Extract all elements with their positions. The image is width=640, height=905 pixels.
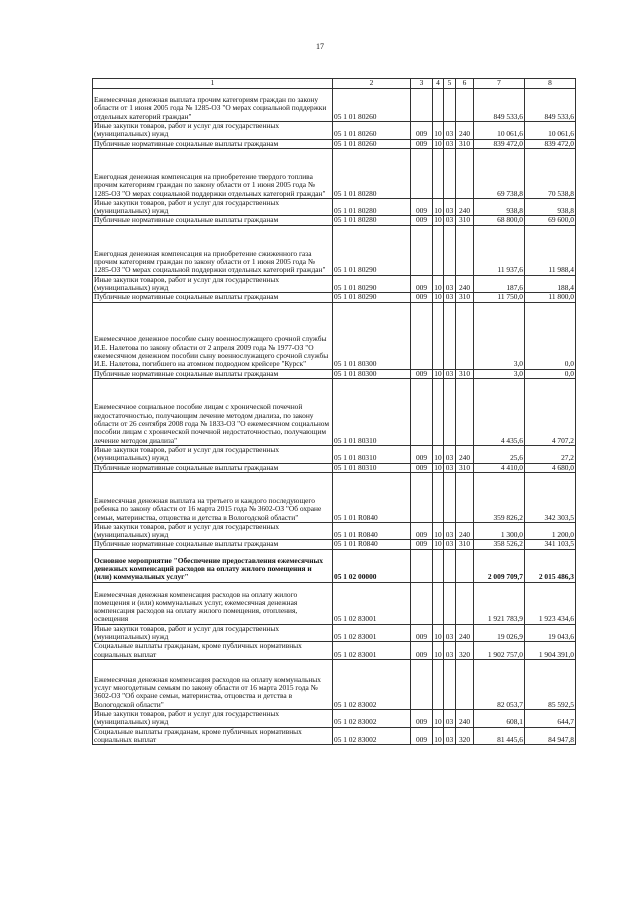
row-code-cell: 05 1 01 80300 <box>333 302 411 369</box>
row-c6-cell: 240 <box>456 198 474 216</box>
row-amount-col7-cell: 25,6 <box>474 445 525 463</box>
row-name-cell: Публичные нормативные социальные выплаты гражданам <box>93 139 333 148</box>
row-c3-cell: 009 <box>411 139 433 148</box>
row-c6-cell: 240 <box>456 624 474 642</box>
table-row <box>93 463 576 472</box>
budget-table <box>92 78 576 745</box>
row-c5-cell: 03 <box>444 122 456 140</box>
row-c4-cell: 10 <box>433 727 444 745</box>
row-c6-cell: 320 <box>456 642 474 660</box>
row-amount-col8-cell: 0,0 <box>525 369 576 378</box>
row-amount-col8-cell: 188,4 <box>525 275 576 293</box>
row-c3-cell <box>411 225 433 275</box>
row-c6-cell: 310 <box>456 463 474 472</box>
row-c4-cell: 10 <box>434 139 442 148</box>
row-name-cell: Социальные выплаты гражданам, кроме публичных нормативных социальных выплат <box>93 727 333 745</box>
row-amount-col7-cell: 10 061,6 <box>474 122 525 140</box>
row-c4-cell: 10 <box>433 198 444 216</box>
row-name-cell: Публичные нормативные социальные выплаты гражданам <box>93 540 333 549</box>
row-amount-col8-cell: 11 988,4 <box>525 225 576 275</box>
row-name-cell: Иные закупки товаров, работ и услуг для государственных (муниципальных) нужд <box>93 709 333 727</box>
row-amount-col7-cell: 187,6 <box>474 275 525 293</box>
row-c4-cell <box>433 549 444 582</box>
table-row <box>93 522 576 540</box>
row-amount-col7-cell: 81 445,6 <box>474 727 525 745</box>
row-amount-col8-cell: 0,0 <box>525 302 576 369</box>
row-c6-cell: 320 <box>456 727 474 745</box>
row-amount-col8-cell: 11 800,0 <box>525 293 576 302</box>
row-amount-col8-cell: 19 043,6 <box>525 624 576 642</box>
row-name-cell: Иные закупки товаров, работ и услуг для государственных (муниципальных) нужд <box>93 522 333 540</box>
row-amount-col8-cell: 4 680,0 <box>525 463 576 472</box>
row-name-cell: Основное мероприятие "Обеспечение предоставления ежемесячных денежных компенсаций расходов на оплату жилого помещения и (или) коммунальных услуг" <box>93 549 333 582</box>
row-amount-col7-cell: 1 902 757,0 <box>474 642 525 660</box>
row-amount-col7-cell: 608,1 <box>474 709 525 727</box>
row-code-cell: 05 1 01 80290 <box>333 293 411 302</box>
row-c3-cell: 009 <box>411 727 433 745</box>
row-amount-col8-cell: 70 538,8 <box>525 148 576 198</box>
row-name-cell: Иные закупки товаров, работ и услуг для государственных (муниципальных) нужд <box>93 445 333 463</box>
row-c3-cell: 009 <box>411 122 433 140</box>
row-code-cell: 05 1 01 80280 <box>333 216 411 225</box>
row-c3-cell: 009 <box>411 642 433 660</box>
row-code-cell: 05 1 01 80290 <box>333 275 411 293</box>
header-cell: 2 <box>333 79 411 89</box>
row-c6-cell: 240 <box>456 445 474 463</box>
row-c4-cell: 10 <box>433 275 444 293</box>
row-c5-cell: 03 <box>444 216 456 225</box>
row-c5-cell: 03 <box>444 445 456 463</box>
row-amount-col8-cell: 84 947,8 <box>525 727 576 745</box>
row-name-cell: Социальные выплаты гражданам, кроме публичных нормативных социальных выплат <box>93 642 333 660</box>
row-amount-col7-cell: 839 472,0 <box>474 139 525 148</box>
row-code-cell: 05 1 01 80310 <box>333 378 411 445</box>
table-row <box>93 225 576 275</box>
table-row <box>93 378 576 445</box>
row-c5-cell <box>444 659 456 709</box>
row-c3-cell: 009 <box>411 540 433 549</box>
row-amount-col7-cell: 1 921 783,9 <box>474 582 525 624</box>
row-name-cell: Ежемесячное социальное пособие лицам с хронической почечной недостаточностью, получающим лечение методом диализа, по закону области от 26 сентября 2008 года № 1833-ОЗ "О ежемесячном социальном пособии лицам с хронической почечной недостаточностью, получающим лечение методом диализа" <box>93 378 333 445</box>
table-row <box>93 275 576 293</box>
row-amount-col7-cell: 11 750,0 <box>474 293 525 302</box>
row-name-cell: Ежемесячная денежная компенсация расходов на оплату коммунальных услуг многодетным семьям по закону области от 16 марта 2015 года № 3602-ОЗ "Об охране семьи, материнства, отцовства и детства в Вологодской области" <box>93 659 333 709</box>
row-c6-cell <box>456 225 474 275</box>
row-c6-cell <box>456 659 474 709</box>
row-amount-col7-cell: 3,0 <box>474 369 525 378</box>
row-c6-cell <box>456 302 474 369</box>
row-code-cell: 05 1 02 83002 <box>333 709 411 727</box>
row-c3-cell: 009 <box>411 463 433 472</box>
table-row <box>93 727 576 745</box>
row-c4-cell <box>433 659 444 709</box>
row-code-cell: 05 1 02 83001 <box>333 624 411 642</box>
row-name-cell: Иные закупки товаров, работ и услуг для государственных (муниципальных) нужд <box>93 275 333 293</box>
row-c5-cell <box>444 148 456 198</box>
row-code-cell: 05 1 01 R0840 <box>333 540 411 549</box>
row-c5-cell: 03 <box>444 522 456 540</box>
table-row <box>93 642 576 660</box>
table-row <box>93 302 576 369</box>
row-name-cell: Ежемесячная денежная выплата на третьего и каждого последующего ребенка по закону области от 16 марта 2015 года № 3602-ОЗ "Об охране семьи, материнства, отцовства и детства в Вологодской области" <box>93 472 333 522</box>
table-row <box>93 369 576 378</box>
row-c6-cell <box>456 148 474 198</box>
row-name-cell: Иные закупки товаров, работ и услуг для государственных (муниципальных) нужд <box>93 122 333 140</box>
row-amount-col7-cell: 3,0 <box>474 302 525 369</box>
row-c6-cell <box>456 89 474 122</box>
row-c5-cell: 03 <box>444 198 456 216</box>
row-amount-col8-cell: 1 200,0 <box>525 522 576 540</box>
row-name-cell: Публичные нормативные социальные выплаты гражданам <box>93 463 333 472</box>
table-row <box>93 549 576 582</box>
row-amount-col8-cell: 69 600,0 <box>525 216 576 225</box>
row-code-cell: 05 1 01 80310 <box>333 445 411 463</box>
row-name-cell: Ежегодная денежная компенсация на приобретение твердого топлива прочим категориям граждан по закону области от 1 июня 2005 года № 1285-ОЗ "О мерах социальной поддержки отдельных категорий граждан" <box>93 148 333 198</box>
table-row <box>93 198 576 216</box>
row-amount-col7-cell: 19 026,9 <box>474 624 525 642</box>
row-c5-cell: 03 <box>444 293 456 302</box>
header-cell: 5 <box>444 79 456 89</box>
row-c3-cell: 009 <box>411 522 433 540</box>
header-cell: 7 <box>474 79 525 89</box>
row-c4-cell: 10 <box>434 215 442 225</box>
row-code-cell: 05 1 01 R0840 <box>333 522 411 540</box>
row-amount-col8-cell: 4 707,2 <box>525 378 576 445</box>
row-c4-cell <box>433 302 444 369</box>
row-code-cell: 05 1 01 80260 <box>333 139 411 148</box>
row-c6-cell <box>456 549 474 582</box>
row-code-cell: 05 1 02 00000 <box>333 549 411 582</box>
row-c3-cell: 009 <box>411 293 433 302</box>
row-amount-col8-cell: 1 923 434,6 <box>525 582 576 624</box>
row-c3-cell <box>411 378 433 445</box>
row-code-cell: 05 1 01 80280 <box>333 198 411 216</box>
row-c6-cell: 310 <box>456 540 474 549</box>
row-c3-cell: 009 <box>411 369 433 378</box>
row-amount-col7-cell: 849 533,6 <box>474 89 525 122</box>
header-cell: 6 <box>456 79 474 89</box>
row-c6-cell <box>456 582 474 624</box>
row-c6-cell: 240 <box>456 275 474 293</box>
row-amount-col7-cell: 4 435,6 <box>474 378 525 445</box>
row-amount-col8-cell: 849 533,6 <box>525 89 576 122</box>
row-c6-cell: 310 <box>456 293 474 302</box>
row-name-cell: Публичные нормативные социальные выплаты гражданам <box>93 369 333 378</box>
row-amount-col7-cell: 11 937,6 <box>474 225 525 275</box>
row-c3-cell <box>411 472 433 522</box>
row-c4-cell <box>433 148 444 198</box>
row-c6-cell: 310 <box>456 216 474 225</box>
header-cell: 1 <box>93 79 333 89</box>
row-c6-cell: 240 <box>456 122 474 140</box>
table-row <box>93 582 576 624</box>
table-row <box>93 445 576 463</box>
row-c5-cell <box>444 582 456 624</box>
row-c6-cell: 310 <box>456 139 474 148</box>
row-c4-cell <box>433 378 444 445</box>
row-c4-cell: 10 <box>433 445 444 463</box>
row-c3-cell: 009 <box>411 198 433 216</box>
row-c5-cell: 03 <box>444 369 456 378</box>
row-c6-cell: 310 <box>456 369 474 378</box>
table-row <box>93 216 576 225</box>
row-c6-cell <box>456 378 474 445</box>
row-c6-cell: 240 <box>456 522 474 540</box>
row-c3-cell <box>411 89 433 122</box>
row-code-cell: 05 1 01 80260 <box>333 89 411 122</box>
header-cell: 3 <box>411 79 433 89</box>
row-c4-cell <box>433 225 444 275</box>
row-c5-cell: 03 <box>444 275 456 293</box>
row-name-cell: Публичные нормативные социальные выплаты гражданам <box>93 216 333 225</box>
row-name-cell: Ежемесячная денежная выплата прочим категориям граждан по закону области от 1 июня 2005 года № 1285-ОЗ "О мерах социальной поддержки отдельных категорий граждан" <box>93 89 333 122</box>
row-c5-cell <box>444 225 456 275</box>
row-c4-cell: 10 <box>433 624 444 642</box>
row-code-cell: 05 1 01 80310 <box>333 463 411 472</box>
table-row <box>93 122 576 140</box>
row-c4-cell: 10 <box>433 709 444 727</box>
row-amount-col8-cell: 85 592,5 <box>525 659 576 709</box>
row-c4-cell <box>433 472 444 522</box>
row-c4-cell <box>433 582 444 624</box>
row-c3-cell <box>411 549 433 582</box>
row-amount-col8-cell: 341 103,5 <box>525 540 576 549</box>
table-row <box>93 89 576 122</box>
row-amount-col8-cell: 342 303,5 <box>525 472 576 522</box>
row-name-cell: Иные закупки товаров, работ и услуг для государственных (муниципальных) нужд <box>93 198 333 216</box>
row-amount-col7-cell: 2 009 709,7 <box>474 549 525 582</box>
table-row <box>93 624 576 642</box>
row-c3-cell: 009 <box>411 216 433 225</box>
row-code-cell: 05 1 02 83002 <box>333 659 411 709</box>
row-amount-col7-cell: 938,8 <box>474 198 525 216</box>
row-name-cell: Ежемесячная денежная компенсация расходов на оплату жилого помещения и (или) коммунальных услуг, ежемесячная денежная компенсация расходов на оплату жилого помещения, отопления, освещения <box>93 582 333 624</box>
row-amount-col8-cell: 839 472,0 <box>525 139 576 148</box>
row-c3-cell: 009 <box>411 709 433 727</box>
table-row <box>93 540 576 549</box>
row-c3-cell: 009 <box>411 624 433 642</box>
row-code-cell: 05 1 02 83001 <box>333 582 411 624</box>
row-c3-cell <box>411 302 433 369</box>
row-c5-cell: 03 <box>444 709 456 727</box>
table-row <box>93 139 576 148</box>
row-c6-cell: 240 <box>456 709 474 727</box>
row-amount-col8-cell: 644,7 <box>525 709 576 727</box>
row-c3-cell <box>411 659 433 709</box>
row-c4-cell: 10 <box>433 122 444 140</box>
row-code-cell: 05 1 01 80280 <box>333 148 411 198</box>
row-amount-col7-cell: 68 800,0 <box>474 216 525 225</box>
table-row <box>93 472 576 522</box>
row-amount-col7-cell: 82 053,7 <box>474 659 525 709</box>
row-amount-col8-cell: 1 904 391,0 <box>525 642 576 660</box>
row-c5-cell: 03 <box>444 642 456 660</box>
row-name-cell: Иные закупки товаров, работ и услуг для государственных (муниципальных) нужд <box>93 624 333 642</box>
row-name-cell: Ежегодная денежная компенсация на приобретение сжиженного газа прочим категориям граждан по закону области от 1 июня 2005 года № 1285-ОЗ "О мерах социальной поддержки отдельных категорий граждан" <box>93 225 333 275</box>
row-c3-cell: 009 <box>411 445 433 463</box>
row-c5-cell: 03 <box>444 463 456 472</box>
row-c4-cell: 10 <box>434 463 442 472</box>
row-name-cell: Ежемесячное денежное пособие сыну военнослужащего срочной службы И.Е. Налетова по закону области от 2 апреля 2009 года № 1977-ОЗ "О ежемесячном денежном пособии сыну военнослужащего срочной службы И.Е. Налетова, погибшего на атомном подводном крейсере "Курск" <box>93 302 333 369</box>
row-amount-col8-cell: 27,2 <box>525 445 576 463</box>
row-c5-cell <box>444 302 456 369</box>
row-c5-cell: 03 <box>444 727 456 745</box>
row-c5-cell <box>444 472 456 522</box>
row-code-cell: 05 1 02 83002 <box>333 727 411 745</box>
row-code-cell: 05 1 01 R0840 <box>333 472 411 522</box>
row-code-cell: 05 1 01 80260 <box>333 122 411 140</box>
row-code-cell: 05 1 01 80290 <box>333 225 411 275</box>
table-row <box>93 293 576 302</box>
row-amount-col8-cell: 10 061,6 <box>525 122 576 140</box>
row-c3-cell: 009 <box>411 275 433 293</box>
row-amount-col7-cell: 4 410,0 <box>474 463 525 472</box>
row-c4-cell: 10 <box>433 522 444 540</box>
row-amount-col8-cell: 938,8 <box>525 198 576 216</box>
row-c3-cell <box>411 582 433 624</box>
row-amount-col7-cell: 358 526,2 <box>474 540 525 549</box>
page-number: 17 <box>316 42 324 51</box>
row-c3-cell <box>411 148 433 198</box>
table-row <box>93 659 576 709</box>
row-c5-cell: 03 <box>444 540 456 549</box>
row-amount-col7-cell: 1 300,0 <box>474 522 525 540</box>
row-amount-col7-cell: 359 826,2 <box>474 472 525 522</box>
row-c5-cell: 03 <box>444 624 456 642</box>
row-c5-cell <box>444 89 456 122</box>
header-cell: 4 <box>433 79 444 89</box>
row-name-cell: Публичные нормативные социальные выплаты гражданам <box>93 293 333 302</box>
row-c4-cell: 10 <box>434 292 442 302</box>
row-c4-cell: 10 <box>433 642 444 660</box>
row-c5-cell: 03 <box>444 139 456 148</box>
table-header-row <box>93 79 576 89</box>
row-c4-cell: 10 <box>434 369 442 378</box>
row-c6-cell <box>456 472 474 522</box>
table-row <box>93 709 576 727</box>
row-code-cell: 05 1 01 80300 <box>333 369 411 378</box>
header-cell: 8 <box>525 79 576 89</box>
row-code-cell: 05 1 02 83001 <box>333 642 411 660</box>
row-amount-col8-cell: 2 015 486,3 <box>525 549 576 582</box>
row-amount-col7-cell: 69 738,8 <box>474 148 525 198</box>
row-c5-cell <box>444 549 456 582</box>
row-c4-cell <box>433 89 444 122</box>
row-c4-cell: 10 <box>434 539 442 549</box>
row-c5-cell <box>444 378 456 445</box>
table-row <box>93 148 576 198</box>
